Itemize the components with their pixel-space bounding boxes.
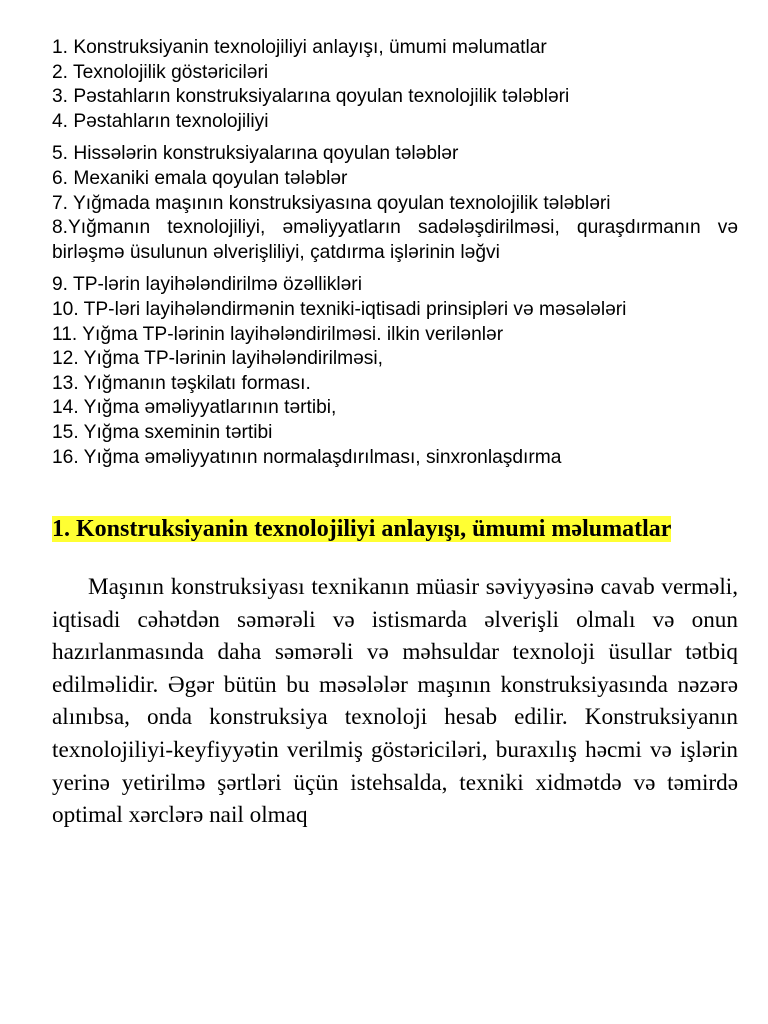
- section-heading-text: 1. Konstruksiyanin texnolojiliyi anlayışı, ümumi məlumatlar: [52, 516, 672, 543]
- toc-item: 4. Pəstahların texnolojiliyi: [52, 110, 269, 132]
- toc-item: 10. TP-ləri layihələndirmənin texniki-iqtisadi prinsipləri və məsələləri: [52, 298, 627, 320]
- toc-item: 1. Konstruksiyanin texnolojiliyi anlayışı, ümumi məlumatlar: [52, 37, 547, 58]
- section-paragraph: Maşının konstruksiyası texnikanın müasir səviyyəsinə cavab verməli, iqtisadi cəhətdən səmərəli və istismarda əlverişli olmalı və onun hazırlanmasında daha səmərəli və məhsuldar texnoloji üsullar tətbiq edilməlidir. Əgər bütün bu məsələlər maşının konstruksiyasında nəzərə alınıbsa, onda konstruksiya texnoloji hesab edilir. Konstruksiyanın texnolojiliyi-keyfiyyətin verilmiş göstəriciləri, buraxılış həcmi və işlərin yerinə yetirilmə şərtləri üçün istehsalda, texniki xidmətdə və təmirdə optimal xərclərə nail olmaq: [52, 574, 738, 829]
- toc-item: 16. Yığma əməliyyatının normalaşdırılması, sinxronlaşdırma: [52, 446, 562, 468]
- toc-group-1: [52, 36, 738, 134]
- table-of-contents: [52, 36, 738, 470]
- document-page: [52, 36, 738, 855]
- toc-item: 6. Mexaniki emala qoyulan tələblər: [52, 167, 348, 189]
- toc-item: 8.Yığmanın texnolojiliyi, əməliyyatların sadələşdirilməsi, quraşdırmanın və birləşmə üsulunun əlverişliliyi, çatdırma işlərinin ləğvi: [52, 217, 738, 263]
- toc-item: 7. Yığmada maşının konstruksiyasına qoyulan texnolojilik tələbləri: [52, 192, 611, 214]
- section-heading: [52, 515, 738, 543]
- toc-item: 2. Texnolojilik göstəriciləri: [52, 61, 269, 83]
- toc-item: 5. Hissələrin konstruksiyalarına qoyulan tələblər: [52, 143, 459, 165]
- toc-item: 9. TP-lərin layihələndirilmə özəllikləri: [52, 274, 362, 296]
- toc-item: 13. Yığmanın təşkilatı forması.: [52, 372, 311, 394]
- toc-group-2: [52, 142, 738, 265]
- toc-item: 11. Yığma TP-lərinin layihələndirilməsi. ilkin verilənlər: [52, 323, 504, 345]
- toc-group-3: [52, 273, 738, 470]
- toc-item: 15. Yığma sxeminin tərtibi: [52, 421, 273, 443]
- toc-item: 14. Yığma əməliyyatlarının tərtibi,: [52, 397, 337, 419]
- toc-item: 12. Yığma TP-lərinin layihələndirilməsi,: [52, 348, 383, 370]
- toc-item: 3. Pəstahların konstruksiyalarına qoyulan texnolojilik tələbləri: [52, 86, 570, 108]
